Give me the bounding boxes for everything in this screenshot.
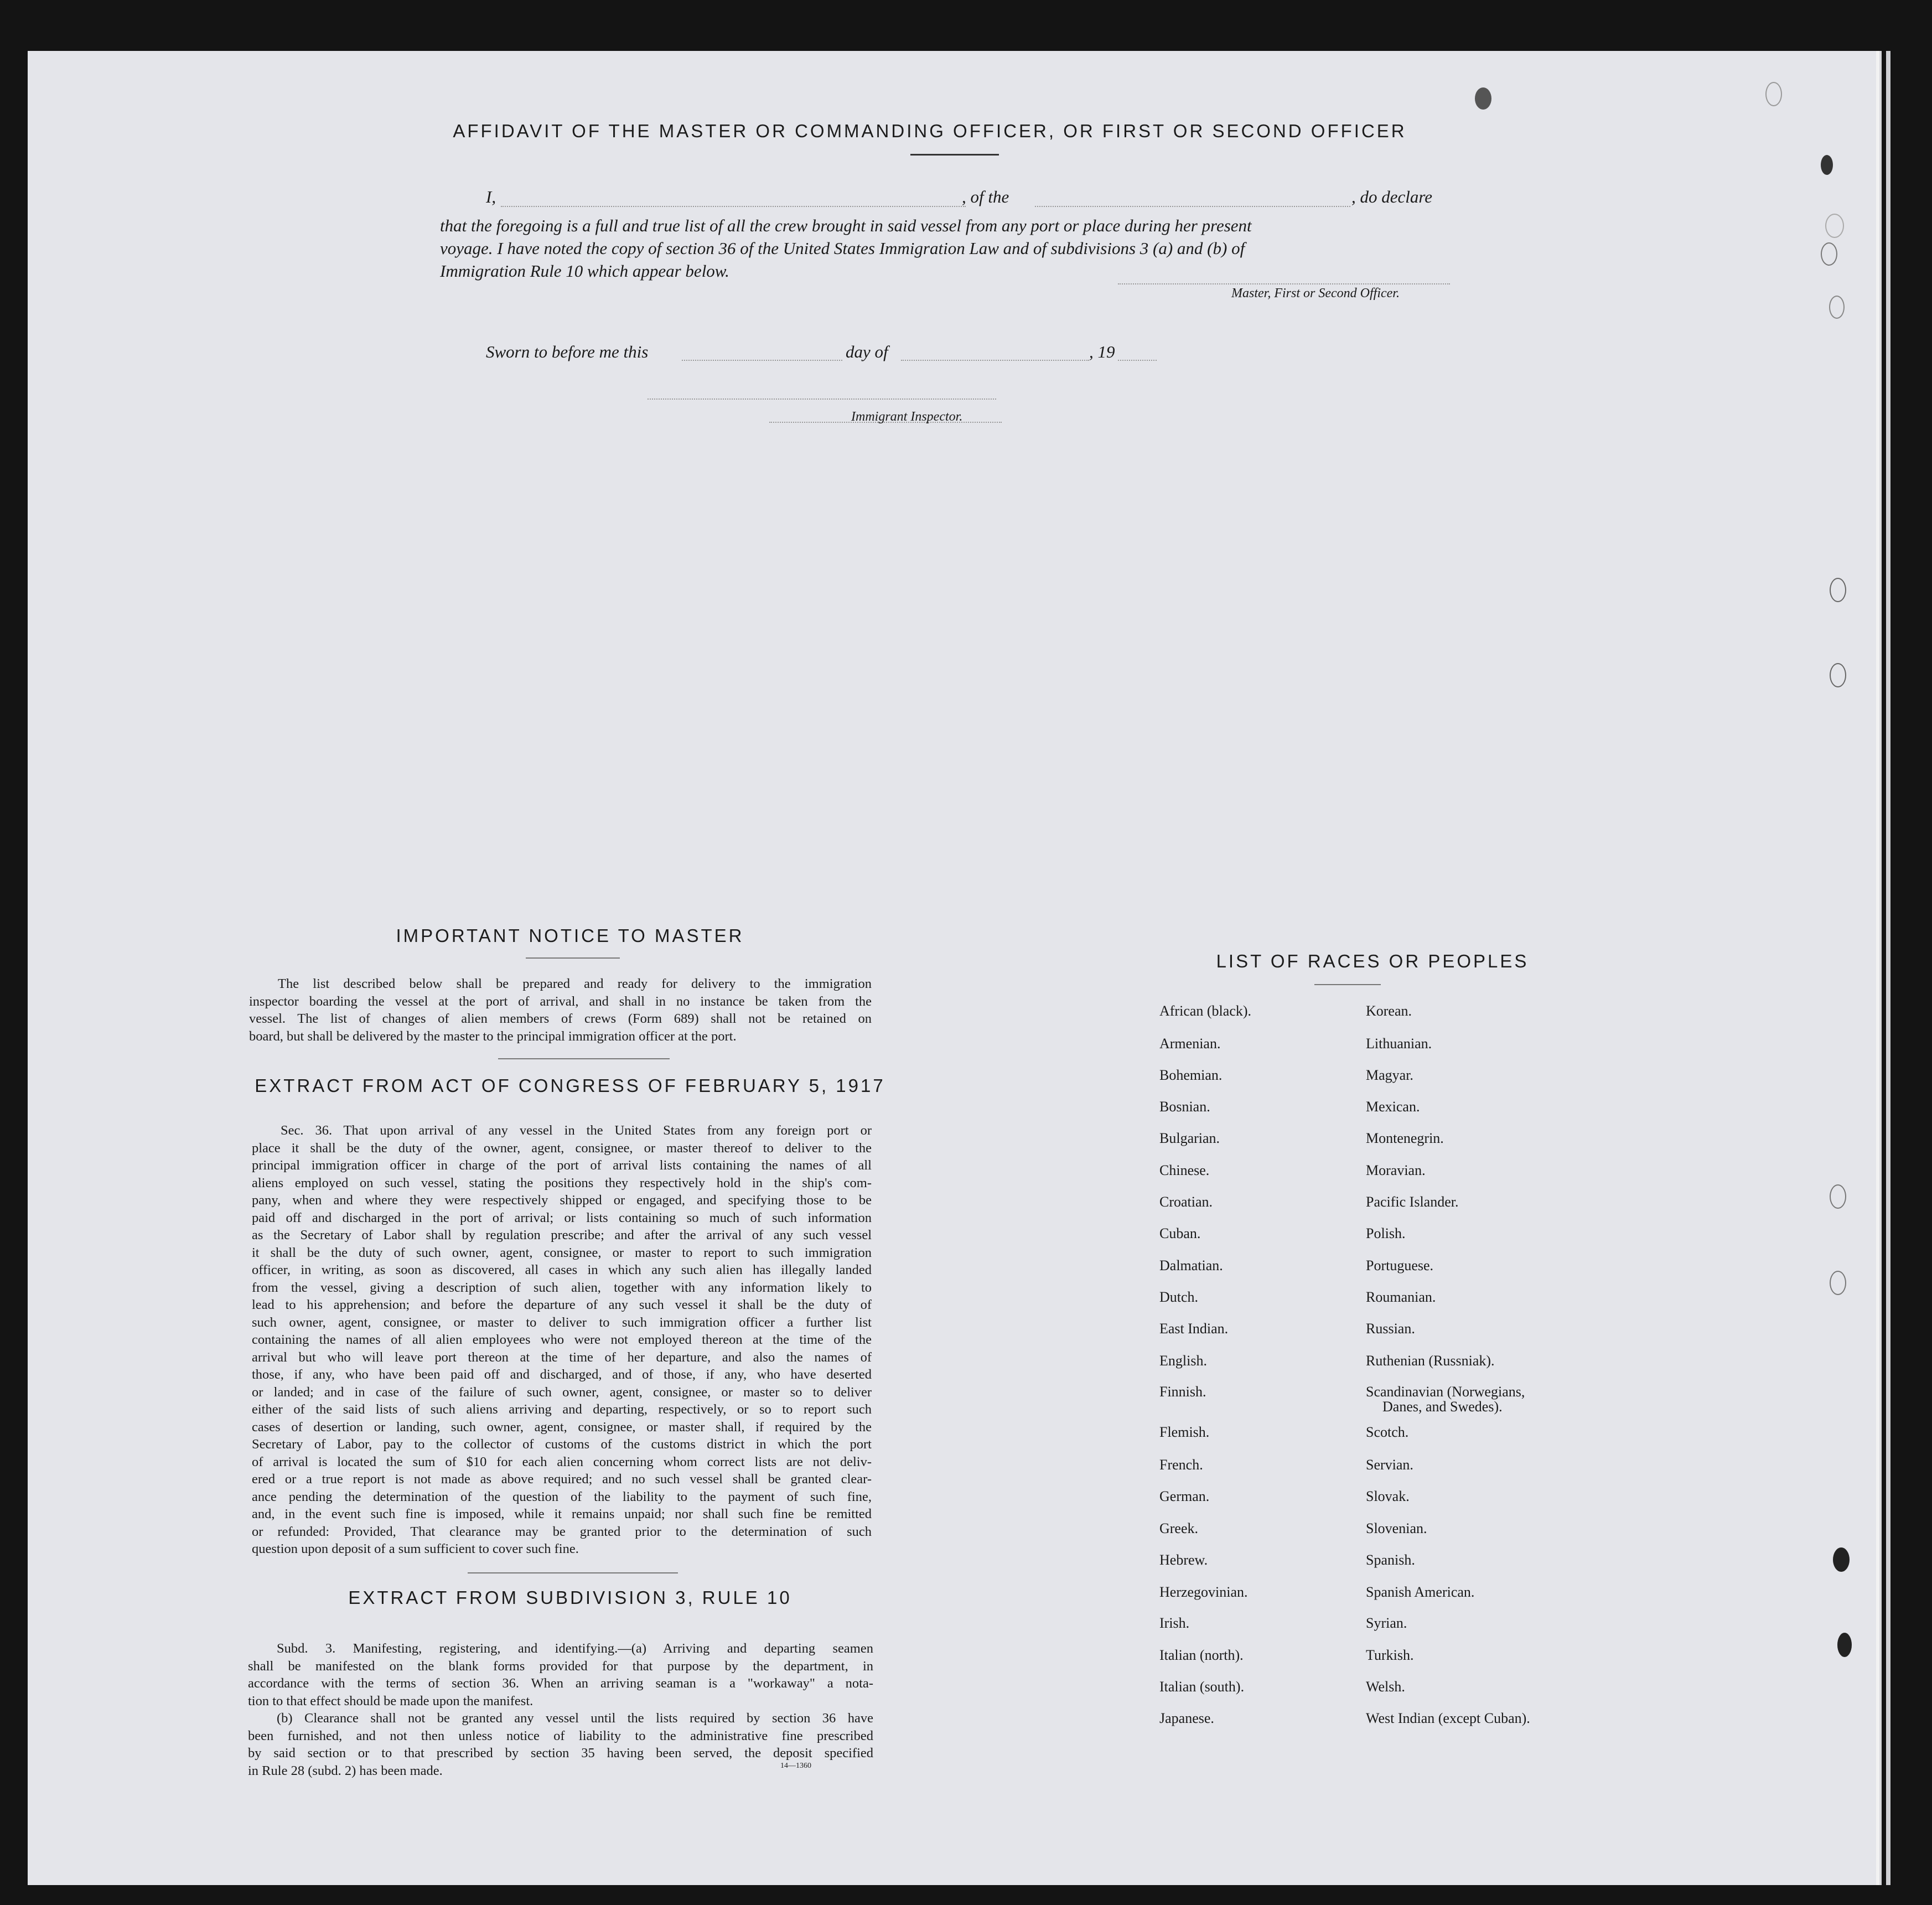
rule-heading: EXTRACT FROM SUBDIVISION 3, RULE 10 — [348, 1587, 792, 1608]
race-item: Korean. — [1366, 1003, 1412, 1019]
affidavit-line-4: Immigration Rule 10 which appear below. — [440, 261, 729, 281]
binder-hole — [1821, 155, 1833, 175]
text-line: aliens employed on such vessel, stating the positions they respectively hold in the ship's com- — [252, 1175, 872, 1190]
text-line: from the vessel, giving a description of such alien, together with any information likely to — [252, 1280, 872, 1295]
race-item: Slovenian. — [1366, 1520, 1427, 1536]
race-item: Hebrew. — [1159, 1552, 1208, 1568]
text-line: containing the names of all alien employees who were not employed thereon at the time of the — [252, 1332, 872, 1347]
race-item: Croatian. — [1159, 1194, 1213, 1210]
race-item: Portuguese. — [1366, 1257, 1434, 1274]
race-item: German. — [1159, 1488, 1210, 1504]
inspector-signature-blank — [648, 398, 996, 400]
binder-hole — [1821, 242, 1837, 266]
affidavit-line-3: voyage. I have noted the copy of section 36 of the United States Immigration Law and of subdivisions 3 (a) and (b) of — [440, 239, 1245, 258]
affidavit-of-the: , of the — [962, 187, 1009, 206]
text-line: arrival but who will leave port thereon at the time of her departure, and also the names of — [252, 1349, 872, 1365]
text-line: cases of desertion or landing, such owner, agent, consignee, or master shall, if required by the — [252, 1419, 872, 1435]
race-item: East Indian. — [1159, 1321, 1229, 1337]
binder-hole — [1830, 663, 1846, 687]
race-item: Servian. — [1366, 1457, 1413, 1473]
text-line: as the Secretary of Labor shall by regulation prescribe; and after the arrival of any such vessel — [252, 1228, 872, 1243]
races-heading: LIST OF RACES OR PEOPLES — [1216, 951, 1529, 971]
binder-hole — [1833, 1547, 1850, 1572]
text-line: or refunded: Provided, That clearance may be granted prior to the determination of such — [252, 1524, 872, 1539]
text-line: such owner, agent, consignee, or master to deliver to such immigration officer a further list — [252, 1314, 872, 1330]
race-item: Moravian. — [1366, 1162, 1426, 1178]
race-item: Magyar. — [1366, 1067, 1413, 1083]
race-item: French. — [1159, 1457, 1203, 1473]
race-item: Welsh. — [1366, 1679, 1405, 1695]
notice-text — [249, 975, 872, 1045]
race-item: English. — [1159, 1353, 1207, 1369]
binder-hole — [1765, 82, 1782, 106]
race-item: African (black). — [1159, 1003, 1252, 1019]
race-item: Greek. — [1159, 1520, 1199, 1536]
race-item: Montenegrin. — [1366, 1130, 1444, 1146]
race-item: Turkish. — [1366, 1647, 1414, 1663]
text-line: tion to that effect should be made upon the manifest. — [248, 1693, 533, 1709]
binder-hole — [1830, 578, 1846, 602]
race-item: Spanish. — [1366, 1552, 1415, 1568]
name-blank — [501, 206, 966, 207]
race-item: Italian (south). — [1159, 1679, 1245, 1695]
text-line: Sec. 36. That upon arrival of any vessel in the United States from any foreign port or — [281, 1123, 872, 1138]
text-line: of arrival is located the sum of $10 for each alien concerning whom correct lists are not deliv- — [252, 1454, 872, 1469]
affidavit-heading: AFFIDAVIT OF THE MASTER OR COMMANDING OFFICER, OR FIRST OR SECOND OFFICER — [453, 121, 1407, 141]
text-line: paid off and discharged in the port of arrival; or lists containing so much of such information — [252, 1210, 872, 1225]
affidavit-line-2: that the foregoing is a full and true list of all the crew brought in said vessel from any port or place during her present — [440, 216, 1252, 235]
race-item: Japanese. — [1159, 1710, 1214, 1726]
race-item: Roumanian. — [1366, 1289, 1436, 1305]
signature-label: Master, First or Second Officer. — [1231, 286, 1400, 301]
signature-blank — [1118, 283, 1450, 284]
race-item: Polish. — [1366, 1225, 1406, 1241]
text-line: in Rule 28 (subd. 2) has been made. — [248, 1763, 443, 1778]
day-blank — [682, 360, 842, 361]
binder-hole — [1837, 1633, 1852, 1657]
inspector-label: Immigrant Inspector. — [851, 410, 963, 424]
race-item: Irish. — [1159, 1615, 1190, 1631]
act-text — [252, 1122, 872, 1558]
race-item: Bosnian. — [1159, 1099, 1210, 1115]
affidavit-i: I, — [486, 187, 496, 206]
race-item: Pacific Islander. — [1366, 1194, 1459, 1210]
race-item: Syrian. — [1366, 1615, 1407, 1631]
binder-hole — [1830, 1271, 1846, 1295]
text-line: by said section or to that prescribed by section 35 having been served, the deposit specified — [248, 1746, 873, 1761]
text-line: question upon deposit of a sum sufficient to cover such fine. — [252, 1541, 579, 1556]
text-line: ance pending the determination of the question of the liability to the payment of such fine, — [252, 1489, 872, 1504]
text-line: Subd. 3. Manifesting, registering, and identifying.—(a) Arriving and departing seamen — [277, 1641, 873, 1656]
race-item: Cuban. — [1159, 1225, 1201, 1241]
race-item: Russian. — [1366, 1321, 1415, 1337]
year-blank — [1118, 360, 1157, 361]
text-line: vessel. The list of changes of alien members of crews (Form 689) shall not be retained on — [249, 1011, 872, 1026]
text-line: principal immigration officer in charge of the port of arrival lists containing the names of all — [252, 1158, 872, 1173]
binder-hole — [1825, 214, 1844, 238]
race-item: Finnish. — [1159, 1384, 1206, 1400]
text-line: and, in the event such fine is imposed, while it remains unpaid; nor shall such fine be remitted — [252, 1507, 872, 1521]
notice-heading: IMPORTANT NOTICE TO MASTER — [396, 925, 744, 946]
text-line: place it shall be the duty of the owner, agent, consignee, or master thereof to deliver to the — [252, 1140, 872, 1156]
text-line: either of the said lists of such aliens arriving and departing, respectively, or so to report such — [252, 1402, 872, 1417]
text-line: accordance with the terms of section 36. When an arriving seaman is a "workaway" a nota- — [248, 1676, 873, 1691]
binder-hole — [1830, 1184, 1846, 1209]
text-line: it shall be the duty of such owner, agent, consignee, or master to report to such immigration — [252, 1245, 872, 1260]
race-item: Herzegovinian. — [1159, 1584, 1248, 1600]
text-line: Secretary of Labor, pay to the collector of customs of the customs district in which the port — [252, 1437, 872, 1452]
month-blank — [901, 360, 1089, 361]
form-number: 14—1360 — [780, 1762, 811, 1770]
race-item: Bohemian. — [1159, 1067, 1223, 1083]
affidavit-declare: , do declare — [1351, 187, 1433, 206]
text-line: officer, in writing, as soon as discovered, all cases in which any such alien has illegally landed — [252, 1262, 872, 1277]
vessel-blank — [1035, 206, 1350, 207]
binder-hole — [1475, 87, 1491, 110]
notice-rule — [526, 957, 620, 959]
page-edge — [1886, 51, 1890, 1885]
binder-hole — [1829, 296, 1845, 319]
text-line: board, but shall be delivered by the master to the principal immigration officer at the port. — [249, 1028, 737, 1044]
race-item: Ruthenian (Russniak). — [1366, 1353, 1495, 1369]
race-item: Dalmatian. — [1159, 1257, 1223, 1274]
text-line: been furnished, and not then unless notice of liability to the administrative fine prescribed — [248, 1728, 873, 1743]
race-item: Scotch. — [1366, 1424, 1409, 1440]
text-line: ered or a true report is not made as above required; and no such vessel shall be granted clear- — [252, 1472, 872, 1487]
race-item: West Indian (except Cuban). — [1366, 1710, 1530, 1726]
text-line: lead to his apprehension; and before the departure of any such vessel it shall be the duty of — [252, 1297, 872, 1312]
text-line: those, if any, who have been paid off and discharged, and of those, if any, who have deserted — [252, 1367, 872, 1382]
text-line: pany, when and where they were respectively shipped or engaged, and specifying those to be — [252, 1193, 872, 1208]
heading-rule — [910, 154, 999, 156]
notice-divider — [498, 1058, 670, 1059]
race-item: Dutch. — [1159, 1289, 1199, 1305]
race-item: Bulgarian. — [1159, 1130, 1220, 1146]
race-item: Spanish American. — [1366, 1584, 1475, 1600]
text-line: The list described below shall be prepared and ready for delivery to the immigration — [278, 976, 872, 991]
race-item: Scandinavian (Norwegians, — [1366, 1384, 1525, 1400]
race-item: Mexican. — [1366, 1099, 1420, 1115]
race-item: Slovak. — [1366, 1488, 1410, 1504]
act-divider — [468, 1572, 678, 1573]
text-line: (b) Clearance shall not be granted any vessel until the lists required by section 36 have — [277, 1711, 873, 1726]
text-line: or landed; and in case of the failure of such owner, agent, consignee, or master so to deliver — [252, 1384, 872, 1400]
sworn-text: Sworn to before me this — [486, 342, 649, 361]
sworn-day-of: day of — [846, 342, 888, 361]
race-item: Danes, and Swedes). — [1382, 1399, 1503, 1415]
race-item: Chinese. — [1159, 1162, 1210, 1178]
race-item: Lithuanian. — [1366, 1036, 1432, 1052]
text-line: inspector boarding the vessel at the port of arrival, and shall in no instance be taken from the — [249, 993, 872, 1009]
text-line: shall be manifested on the blank forms provided for that purpose by the department, in — [248, 1658, 873, 1674]
rule-text — [248, 1640, 873, 1779]
race-item: Italian (north). — [1159, 1647, 1244, 1663]
act-heading: EXTRACT FROM ACT OF CONGRESS OF FEBRUARY 5, 1917 — [255, 1075, 885, 1096]
race-item: Flemish. — [1159, 1424, 1210, 1440]
race-item: Armenian. — [1159, 1036, 1221, 1052]
sworn-year: , 19 — [1089, 342, 1115, 361]
races-rule — [1314, 984, 1381, 985]
